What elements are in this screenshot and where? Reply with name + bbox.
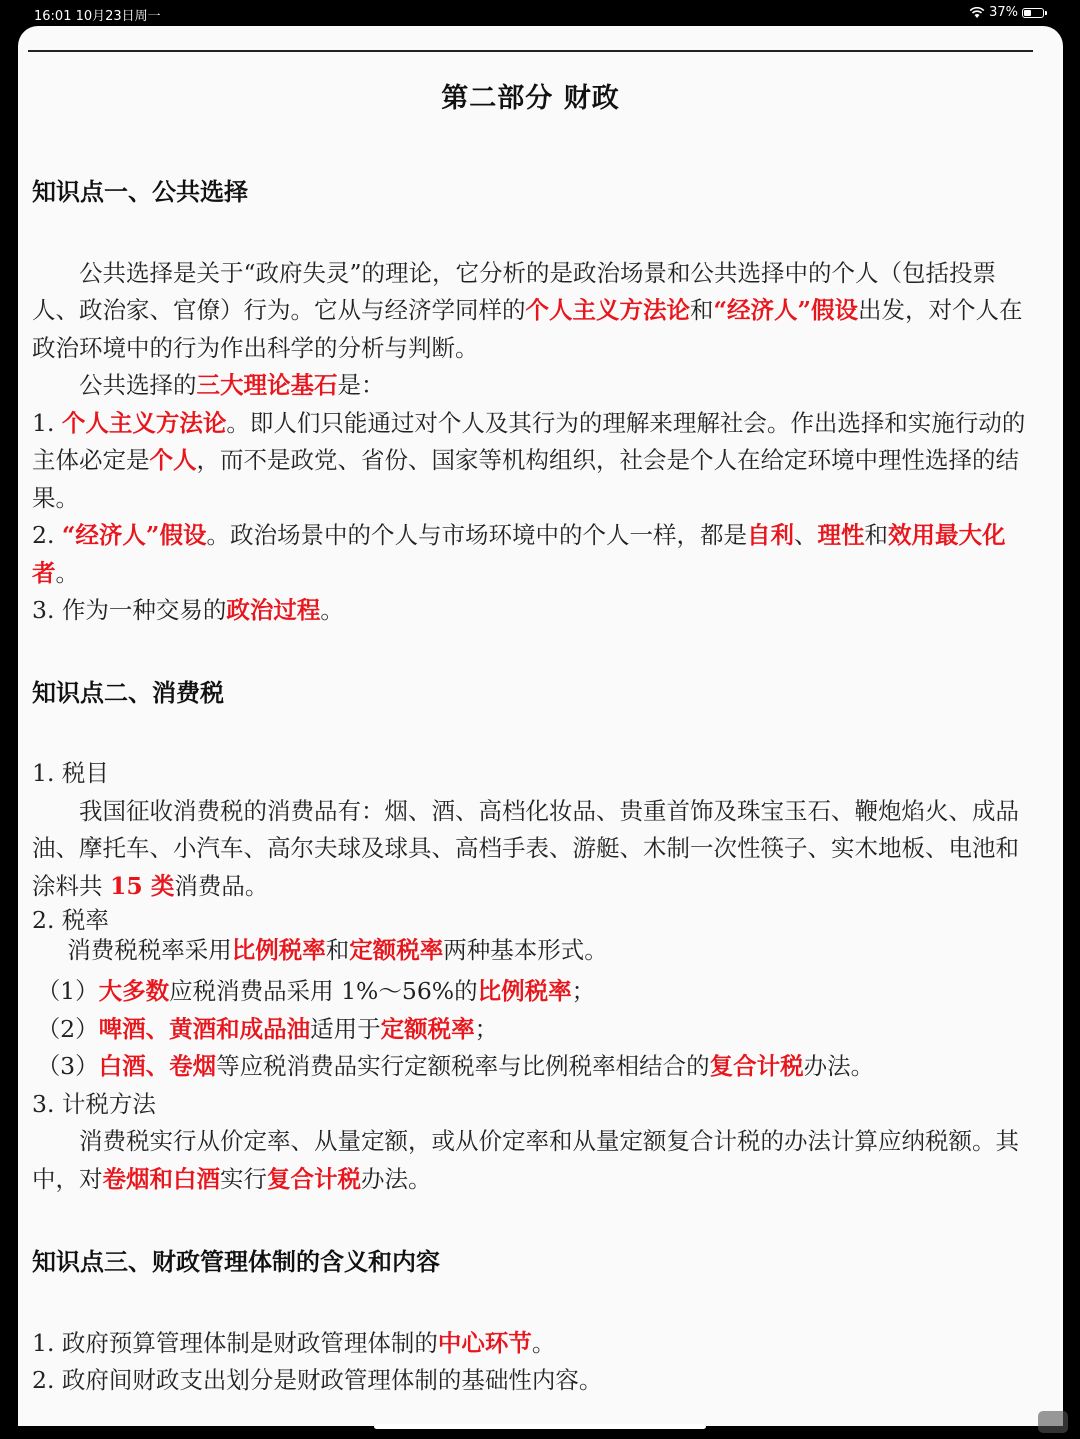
list-item: （3）白酒、卷烟等应税消费品实行定额税率与比例税率相结合的复合计税办法。 [36, 1052, 875, 1080]
paragraph: 消费税实行从价定率、从量定额，或从价定率和从量定额复合计税的办法计算应纳税额。其中，对卷烟和白酒实行复合计税办法。 [32, 1127, 1019, 1193]
battery-icon [1022, 8, 1044, 18]
status-right [969, 5, 1044, 20]
section-heading-2: 知识点二、消费税 [32, 677, 224, 707]
section-heading-1: 知识点一、公共选择 [32, 177, 248, 206]
document-body [32, 166, 1037, 1400]
status-bar [0, 0, 1080, 26]
list-item: 3. 作为一种交易的政治过程。 [32, 596, 344, 624]
page-title: 第二部分 财政 [441, 83, 620, 114]
section-heading-3: 知识点三、财政管理体制的含义和内容 [32, 1247, 440, 1276]
paragraph: 公共选择的三大理论基石是： [79, 371, 385, 399]
list-item: （2）啤酒、黄酒和成品油适用于定额税率； [36, 1014, 499, 1043]
list-item: 1. 个人主义方法论。即人们只能通过对个人及其行为的理解来理解社会。作出选择和实施行动的主体必定是个人，而不是政党、省份、国家等机构组织，社会是个人在给定环境中理性选择的结果。 [32, 408, 1026, 512]
home-indicator[interactable] [374, 1424, 706, 1429]
document-page[interactable] [18, 26, 1063, 1426]
list-item: 2. “经济人”假设。政治场景中的个人与市场环境中的个人一样，都是自利、理性和效用最大化者。 [32, 521, 1006, 587]
list-item: 1. 政府预算管理体制是财政管理体制的中心环节。 [32, 1328, 556, 1357]
status-time: 16:01 10月23日周一 [34, 9, 161, 24]
subheading: 3. 计税方法 [32, 1089, 156, 1118]
header-rule [28, 50, 1033, 52]
paragraph: 消费税税率采用比例税率和定额税率两种基本形式。 [67, 936, 608, 964]
battery-percent: 37% [989, 5, 1018, 20]
wifi-icon [969, 7, 985, 19]
watermark-badge [1038, 1411, 1068, 1433]
subheading: 1. 税目 [32, 759, 109, 787]
list-item: （1）大多数应税消费品采用 1%～56%的比例税率； [36, 977, 596, 1005]
paragraph: 我国征收消费税的消费品有：烟、酒、高档化妆品、贵重首饰及珠宝玉石、鞭炮焰火、成品油、摩托车、小汽车、高尔夫球及球具、高档手表、游艇、木制一次性筷子、实木地板、电池和涂料共 15 类消费品。 [32, 796, 1019, 900]
subheading: 2. 税率 [32, 906, 109, 934]
list-item: 2. 政府间财政支出划分是财政管理体制的基础性内容。 [32, 1366, 603, 1394]
paragraph: 公共选择是关于“政府失灵”的理论，它分析的是政治场景和公共选择中的个人（包括投票人、政治家、官僚）行为。它从与经济学同样的个人主义方法论和“经济人”假设出发，对个人在政治环境中的行为作出科学的分析与判断。 [32, 258, 1023, 362]
